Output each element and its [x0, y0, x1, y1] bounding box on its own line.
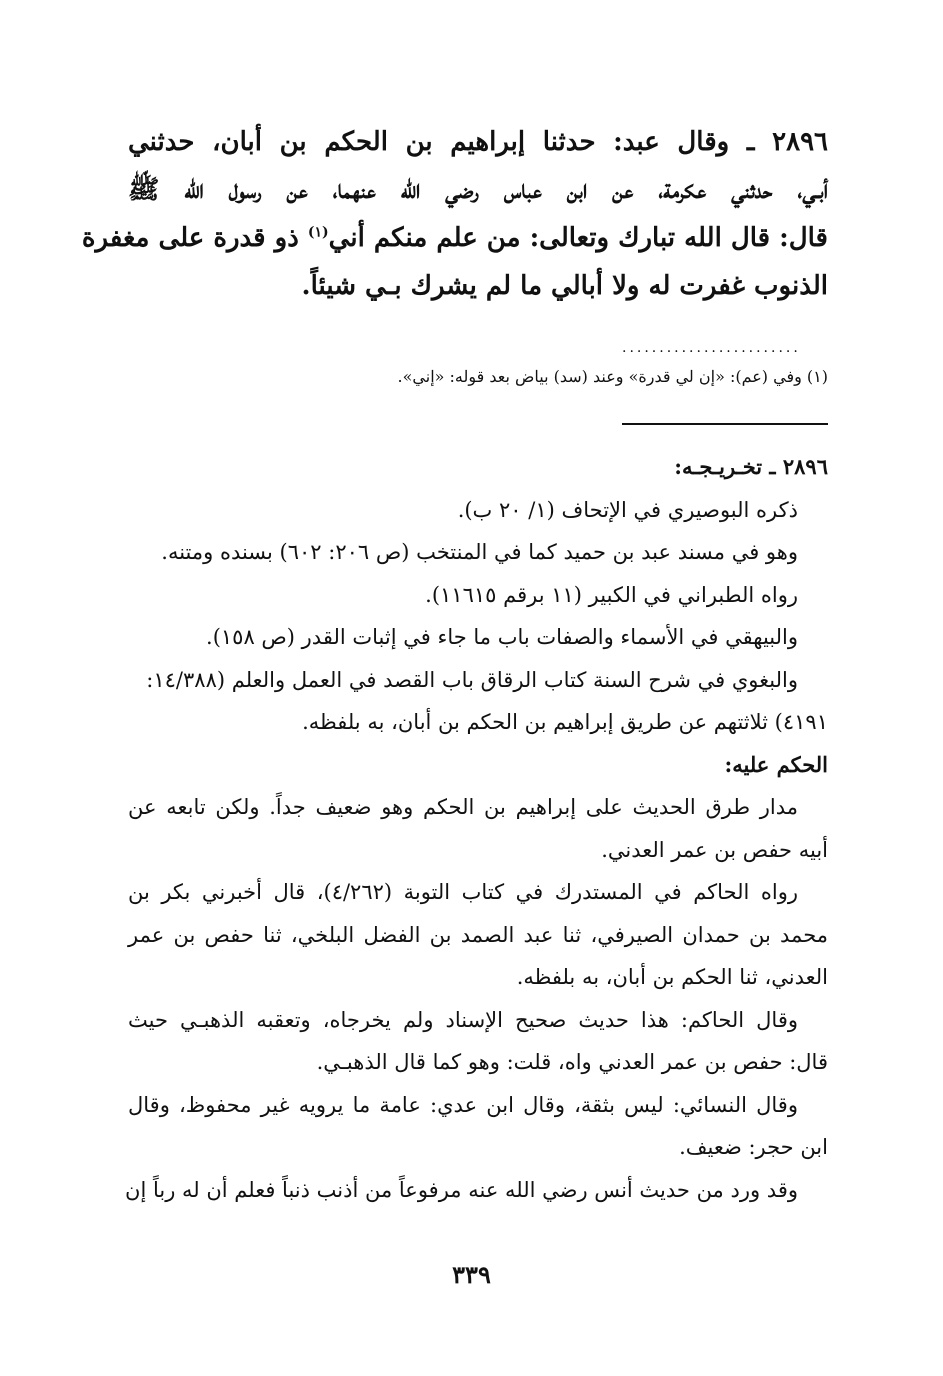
hukm-heading: الحكم عليه:: [724, 751, 828, 777]
takhrij-line: والبيهقي في الأسماء والصفات باب ما جاء في إثبات القدر (ص ١٥٨).: [206, 625, 798, 649]
commentary: [125, 446, 828, 1211]
takhrij-line: والبغوي في شرح السنة كتاب الرقاق باب القصد في العمل والعلم (١٤/٣٨٨:: [146, 667, 798, 692]
hadith-line: أبـي، حدثني عكرمة، عن ابن عباس رضي الله عنهما، عن رسول الله ﷺ: [128, 175, 828, 205]
takhrij-line: ذكره البوصيري في الإتحاف (١/ ٢٠ ب).: [457, 497, 798, 522]
footnote-marker: (١): [307, 224, 329, 241]
takhrij-heading: ٢٨٩٦ ـ تخـريـجـه:: [674, 454, 828, 479]
hukm-line: وقد ورد من حديث أنس رضي الله عنه مرفوعاً من أذنب ذنباً فعلم أن له رباً إن: [125, 1177, 798, 1202]
section-divider: [622, 423, 828, 425]
hadith-line-part: قال: قال الله تبارك وتعالى: من علم منكم أني: [328, 223, 828, 253]
hukm-line: قال: حفص بن عمر العدني واه، قلت: وهو كما قال الذهبـي.: [316, 1050, 828, 1074]
footnote-separator-dots: ........................: [622, 340, 801, 356]
hadith-line-part: ذو قدرة على مغفرة: [81, 223, 299, 253]
takhrij-line: رواه الطبراني في الكبير (١١ برقم ١١٦١٥).: [425, 582, 798, 607]
footnote: (١) وفي (عم): «إن لي قدرة» وعند (سد) بياض بعد قوله: «إني».: [397, 367, 828, 386]
hukm-line: مدار طرق الحديث على إبراهيم بن الحكم وهو ضعيف جداً. ولكن تابعه عن: [128, 795, 798, 819]
hukm-line: وقال الحاكم: هذا حديث صحيح الإسناد ولم يخرجاه، وتعقبه الذهبـي حيث: [128, 1007, 798, 1032]
takhrij-line: وهو في مسند عبد بن حميد كما في المنتخب (ص ٢٠٦: ٦٠٢) بسنده ومتنه.: [161, 540, 798, 564]
hukm-line: رواه الحاكم في المستدرك في كتاب التوبة (٤/٢٦٢)، قال أخبرني بكر بن: [128, 880, 798, 904]
page-number: ٣٣٩: [452, 1260, 491, 1289]
hukm-line: ابن حجر: ضعيف.: [679, 1135, 828, 1159]
hadith-line: [81, 214, 828, 262]
hukm-line: وقال النسائي: ليس بثقة، وقال ابن عدي: عامة ما يرويه غير محفوظ، وقال: [128, 1092, 798, 1117]
hadith-text: [81, 118, 828, 310]
hukm-line: محمد بن حمدان الصيرفي، ثنا عبد الصمد بن الفضل البلخي، ثنا حفص بن عمر: [128, 922, 828, 947]
hadith-line: الذنوب غفرت له ولا أبالي ما لم يشرك بـي شيئاً.: [301, 271, 828, 301]
takhrij-line: ٤١٩١) ثلاثتهم عن طريق إبراهيم بن الحكم بن أبان، به بلفظه.: [302, 710, 828, 734]
hukm-line: أبيه حفص بن عمر العدني.: [601, 837, 828, 862]
hukm-line: العدني، ثنا الحكم بن أبان، به بلفظه.: [516, 965, 828, 989]
hadith-line: ٢٨٩٦ ـ وقال عبد: حدثنا إبراهيم بن الحكم بن أبان، حدثني: [128, 127, 828, 157]
